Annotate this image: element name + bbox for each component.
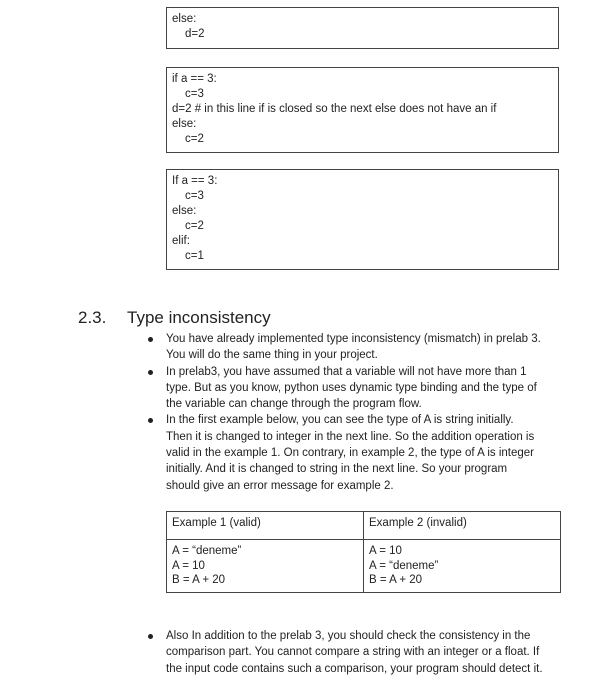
code-box-1 [166,7,559,49]
code-line: else: [172,118,197,130]
text-line: You have already implemented type inconsistency (mismatch) in prelab 3. [166,333,541,345]
code-line: else: [172,205,197,217]
code-line: elif: [172,235,190,247]
bullet-icon [148,418,153,423]
code-line: d=2 [185,28,205,40]
text-line: valid in the example 1. On contrary, in example 2, the type of A is integer [166,447,534,460]
code-line: If a == 3: [172,175,218,187]
bullet-icon [148,337,153,342]
text-line: You will do the same thing in your project. [166,349,378,362]
text-line: In the first example below, you can see the type of A is string initially. [166,414,514,427]
table-header-row [167,512,561,540]
text-line: comparison part. You cannot compare a string with an integer or a float. If [166,646,540,659]
header-example-2: Example 2 (invalid) [364,512,561,540]
text-line: should give an error message for example 2. [166,479,394,492]
code-line: A = 10 [369,545,402,557]
code-line: A = 10 [172,559,205,572]
list-item [148,364,541,413]
text-line: the variable can change through the program flow. [166,398,422,411]
example-2-code [364,540,561,593]
code-line: c=3 [185,190,204,202]
header-example-1: Example 1 (valid) [167,512,364,540]
code-box-3 [166,169,559,270]
list-item [148,628,543,677]
code-line: c=2 [185,220,204,232]
code-line: A = “deneme” [369,559,439,572]
text-line: initially. And it is changed to string in the next line. So your program [166,463,508,476]
code-line: B = A + 20 [369,574,423,586]
code-line: c=2 [185,133,204,145]
list-item [148,412,541,493]
bullet-icon [148,634,153,639]
table-row [167,540,561,593]
section-title: Type inconsistency [127,308,271,327]
code-box-2 [166,67,559,153]
list-item [148,331,541,364]
bullet-list [148,331,541,494]
code-line: else: [172,13,197,25]
section-number: 2.3. [78,308,107,327]
code-line: c=3 [185,88,204,100]
bullet-icon [148,370,153,375]
text-line: Then it is changed to integer in the next line. So the addition operation is [166,430,535,443]
code-line: if a == 3: [172,73,217,85]
code-line: d=2 # in this line if is closed so the next else does not have an if [172,103,497,115]
example-1-code [167,540,364,593]
code-line: B = A + 20 [172,574,226,586]
code-line: c=1 [185,250,204,262]
final-bullet-list [148,628,543,677]
text-line: type. But as you know, python uses dynamic type binding and the type of [166,381,537,394]
text-line: the input code contains such a comparison, your program should detect it. [166,662,543,675]
examples-table [166,511,561,593]
code-line: A = “deneme” [172,545,242,557]
text-line: Also In addition to the prelab 3, you should check the consistency in the [166,630,531,642]
text-line: In prelab3, you have assumed that a variable will not have more than 1 [166,365,527,378]
